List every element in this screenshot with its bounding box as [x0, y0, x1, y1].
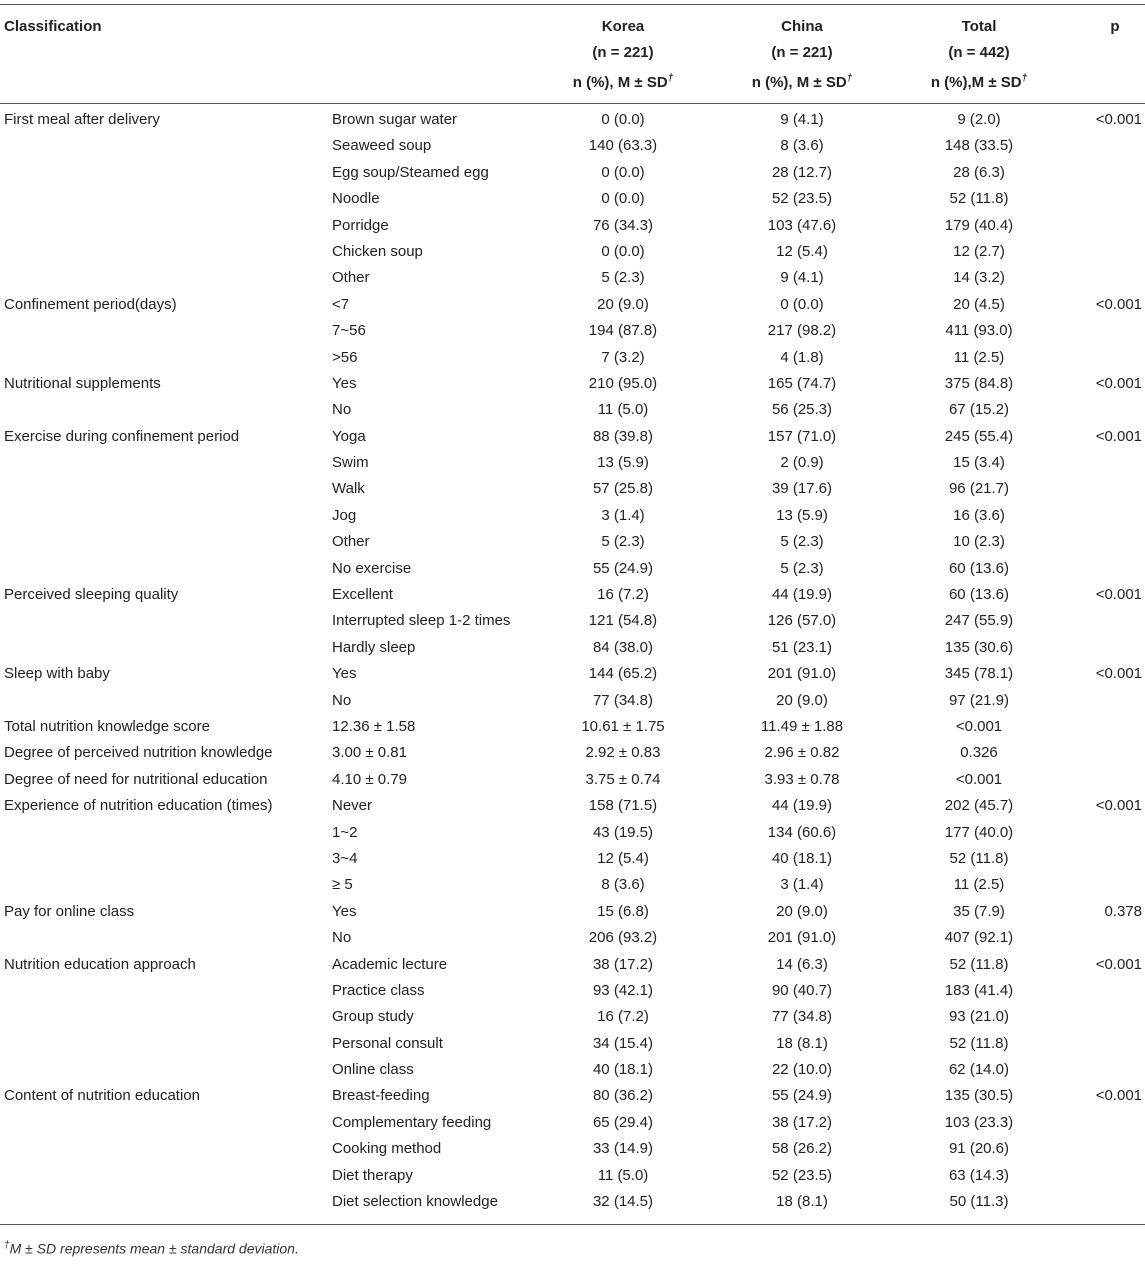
- cell-korea: 0 (0.0): [601, 190, 645, 208]
- cell-total: 52 (11.8): [949, 190, 1009, 208]
- header-classification: Classification: [4, 18, 102, 35]
- cell-total: 148 (33.5): [944, 137, 1014, 155]
- table-row: [0, 265, 1145, 291]
- header-total: Total (n = 442) n (%),M ± SD†: [930, 18, 1028, 91]
- cell-total: 91 (20.6): [948, 1140, 1010, 1158]
- table-row: [0, 133, 1145, 159]
- cell-total: 16 (3.6): [953, 506, 1005, 524]
- cell-china: 3 (1.4): [780, 876, 824, 894]
- table-row: [0, 767, 1145, 793]
- table-row: [0, 556, 1145, 582]
- row-subcategory: 3.00 ± 0.81: [332, 744, 407, 762]
- cell-korea: 194 (87.8): [588, 322, 658, 340]
- cell-total: 10 (2.3): [953, 533, 1005, 551]
- cell-korea: 80 (36.2): [592, 1087, 654, 1105]
- table-row: [0, 978, 1145, 1004]
- cell-china: 12 (5.4): [776, 242, 828, 260]
- header-china: China (n = 221) n (%), M ± SD†: [751, 18, 853, 91]
- cell-china: 4 (1.8): [780, 348, 824, 366]
- row-category: Nutritional supplements: [4, 374, 161, 392]
- cell-china: 103 (47.6): [767, 216, 837, 234]
- cell-china: 134 (60.6): [767, 823, 837, 841]
- cell-korea: 10.61 ± 1.75: [581, 717, 665, 735]
- row-subcategory: Other: [332, 533, 370, 551]
- cell-china: 3.93 ± 0.78: [764, 770, 840, 788]
- cell-total: 103 (23.3): [944, 1113, 1014, 1131]
- cell-china: 157 (71.0): [767, 427, 837, 445]
- cell-total: 52 (11.8): [949, 849, 1009, 867]
- table-row: [0, 503, 1145, 529]
- row-subcategory: No: [332, 929, 352, 947]
- table-row: [0, 899, 1145, 925]
- cell-china: 51 (23.1): [771, 638, 833, 656]
- cell-china: 44 (19.9): [771, 797, 833, 815]
- cell-china: 28 (12.7): [771, 163, 833, 181]
- cell-p: <0.001: [1095, 427, 1142, 445]
- cell-total: 28 (6.3): [953, 163, 1005, 181]
- cell-total: 60 (13.6): [948, 559, 1010, 577]
- cell-total: 93 (21.0): [948, 1008, 1010, 1026]
- cell-total: 60 (13.6): [948, 586, 1010, 604]
- cell-korea: 3.75 ± 0.74: [585, 770, 661, 788]
- row-subcategory: Academic lecture: [332, 955, 448, 973]
- cell-korea: 11 (5.0): [597, 401, 649, 419]
- table-row: [0, 1110, 1145, 1136]
- row-category: Nutrition education approach: [4, 955, 196, 973]
- cell-korea: 32 (14.5): [592, 1193, 654, 1211]
- cell-total: 245 (55.4): [944, 427, 1014, 445]
- cell-korea: 5 (2.3): [601, 269, 645, 287]
- table-row: [0, 1189, 1145, 1215]
- cell-korea: 121 (54.8): [588, 612, 658, 630]
- cell-korea: 13 (5.9): [597, 454, 649, 472]
- row-category: Exercise during confinement period: [4, 427, 240, 445]
- row-subcategory: Breast-feeding: [332, 1087, 430, 1105]
- table-row: [0, 476, 1145, 502]
- cell-total: 183 (41.4): [944, 981, 1014, 999]
- footnote: †M ± SD represents mean ± standard deviation.: [4, 1240, 299, 1257]
- row-category: Sleep with baby: [4, 665, 110, 683]
- table-row: [0, 397, 1145, 423]
- cell-total: 97 (21.9): [948, 691, 1010, 709]
- row-category: Total nutrition knowledge score: [4, 717, 210, 735]
- cell-china: 9 (4.1): [780, 269, 824, 287]
- cell-total: 50 (11.3): [949, 1193, 1009, 1211]
- row-subcategory: Yes: [332, 374, 357, 392]
- table-row: [0, 872, 1145, 898]
- row-subcategory: Practice class: [332, 981, 425, 999]
- row-subcategory: Diet selection knowledge: [332, 1193, 498, 1211]
- row-subcategory: Seaweed soup: [332, 137, 432, 155]
- table-row: [0, 186, 1145, 212]
- cell-total: 407 (92.1): [944, 929, 1014, 947]
- cell-korea: 144 (65.2): [588, 665, 658, 683]
- bottom-rule: [0, 1224, 1145, 1225]
- cell-korea: 16 (7.2): [597, 586, 649, 604]
- table-row: [0, 846, 1145, 872]
- cell-korea: 40 (18.1): [592, 1061, 654, 1079]
- table-row: [0, 318, 1145, 344]
- cell-korea: 20 (9.0): [597, 295, 649, 313]
- table-row: [0, 345, 1145, 371]
- cell-p: <0.001: [1095, 586, 1142, 604]
- table-row: [0, 424, 1145, 450]
- row-subcategory: 12.36 ± 1.58: [332, 717, 416, 735]
- cell-total: 15 (3.4): [953, 454, 1005, 472]
- cell-total: 411 (93.0): [945, 322, 1013, 340]
- cell-p: 0.378: [1104, 902, 1142, 920]
- cell-total: 35 (7.9): [953, 902, 1005, 920]
- row-subcategory: >56: [332, 348, 358, 366]
- row-subcategory: Group study: [332, 1008, 414, 1026]
- table-row: [0, 371, 1145, 397]
- cell-china: 9 (4.1): [780, 111, 824, 128]
- cell-china: 2 (0.9): [780, 454, 824, 472]
- cell-korea: 12 (5.4): [597, 849, 649, 867]
- row-subcategory: Swim: [332, 454, 369, 472]
- cell-korea: 43 (19.5): [592, 823, 654, 841]
- cell-p: <0.001: [1095, 665, 1142, 683]
- cell-korea: 57 (25.8): [592, 480, 654, 498]
- row-subcategory: Complementary feeding: [332, 1113, 492, 1131]
- cell-total: 0.326: [960, 744, 998, 762]
- table-row: [0, 740, 1145, 766]
- cell-china: 217 (98.2): [767, 322, 837, 340]
- cell-total: 96 (21.7): [948, 480, 1010, 498]
- cell-china: 165 (74.7): [767, 374, 837, 392]
- row-subcategory: Other: [332, 269, 370, 287]
- cell-china: 52 (23.5): [771, 190, 833, 208]
- row-subcategory: ≥ 5: [332, 876, 353, 894]
- header-p: p: [1110, 18, 1120, 35]
- table-row: [0, 1136, 1145, 1162]
- header-rule: [0, 103, 1145, 104]
- cell-china: 8 (3.6): [780, 137, 824, 155]
- row-category: Content of nutrition education: [4, 1087, 200, 1105]
- cell-china: 11.49 ± 1.88: [760, 717, 844, 735]
- cell-china: 40 (18.1): [771, 849, 833, 867]
- cell-total: <0.001: [955, 717, 1003, 735]
- row-subcategory: 7~56: [332, 322, 366, 340]
- cell-china: 18 (8.1): [776, 1034, 828, 1052]
- row-subcategory: Porridge: [332, 216, 389, 234]
- row-subcategory: Cooking method: [332, 1140, 442, 1158]
- cell-total: 345 (78.1): [944, 665, 1014, 683]
- cell-korea: 3 (1.4): [601, 506, 645, 524]
- cell-total: 52 (11.8): [949, 955, 1009, 973]
- cell-china: 5 (2.3): [780, 559, 824, 577]
- cell-korea: 34 (15.4): [592, 1034, 654, 1052]
- cell-china: 90 (40.7): [771, 981, 833, 999]
- table-row: [0, 952, 1145, 978]
- row-category: Perceived sleeping quality: [4, 586, 179, 604]
- cell-total: 20 (4.5): [953, 295, 1005, 313]
- cell-p: <0.001: [1095, 374, 1142, 392]
- row-subcategory: Jog: [332, 506, 357, 524]
- cell-total: 177 (40.0): [944, 823, 1014, 841]
- cell-korea: 210 (95.0): [588, 374, 658, 392]
- row-subcategory: No: [332, 691, 352, 709]
- top-rule: [0, 4, 1145, 5]
- cell-total: 9 (2.0): [957, 111, 1001, 128]
- cell-total: 247 (55.9): [944, 612, 1014, 630]
- table-row: [0, 688, 1145, 714]
- cell-korea: 5 (2.3): [601, 533, 645, 551]
- cell-korea: 15 (6.8): [597, 902, 649, 920]
- cell-china: 56 (25.3): [771, 401, 833, 419]
- cell-china: 52 (23.5): [771, 1166, 833, 1184]
- row-subcategory: Online class: [332, 1061, 414, 1079]
- cell-china: 39 (17.6): [771, 480, 833, 498]
- cell-korea: 55 (24.9): [592, 559, 654, 577]
- table-row: [0, 714, 1145, 740]
- cell-korea: 77 (34.8): [592, 691, 654, 709]
- row-subcategory: Personal consult: [332, 1034, 443, 1052]
- cell-china: 18 (8.1): [776, 1193, 828, 1211]
- row-subcategory: 3~4: [332, 849, 358, 867]
- table-row: [0, 1057, 1145, 1083]
- row-category: Pay for online class: [4, 902, 135, 920]
- cell-p: <0.001: [1095, 295, 1142, 313]
- cell-p: <0.001: [1095, 1087, 1142, 1105]
- row-category: Degree of need for nutritional education: [4, 770, 268, 788]
- cell-china: 5 (2.3): [780, 533, 824, 551]
- row-category: Confinement period(days): [4, 295, 177, 313]
- table-row: [0, 635, 1145, 661]
- row-subcategory: Egg soup/Steamed egg: [332, 163, 489, 181]
- cell-china: 58 (26.2): [771, 1140, 833, 1158]
- table-row: [0, 239, 1145, 265]
- cell-china: 38 (17.2): [771, 1113, 833, 1131]
- cell-china: 44 (19.9): [771, 586, 833, 604]
- row-subcategory: 1~2: [332, 823, 358, 841]
- cell-korea: 11 (5.0): [597, 1166, 649, 1184]
- row-subcategory: Excellent: [332, 586, 393, 604]
- cell-total: 11 (2.5): [953, 348, 1005, 366]
- cell-korea: 38 (17.2): [592, 955, 654, 973]
- table-row: [0, 213, 1145, 239]
- row-category: Degree of perceived nutrition knowledge: [4, 744, 273, 762]
- row-subcategory: Never: [332, 797, 373, 815]
- table-row: [0, 529, 1145, 555]
- cell-total: 63 (14.3): [948, 1166, 1010, 1184]
- cell-korea: 76 (34.3): [592, 216, 654, 234]
- table-row: [0, 1004, 1145, 1030]
- row-subcategory: Hardly sleep: [332, 638, 416, 656]
- cell-total: 67 (15.2): [948, 401, 1010, 419]
- header-korea: Korea (n = 221) n (%), M ± SD†: [572, 18, 674, 91]
- row-subcategory: Walk: [332, 480, 365, 498]
- table-body: [0, 107, 1145, 1215]
- table-row: [0, 820, 1145, 846]
- cell-korea: 93 (42.1): [592, 981, 654, 999]
- table-row: [0, 925, 1145, 951]
- cell-china: 55 (24.9): [771, 1087, 833, 1105]
- table-row: [0, 1163, 1145, 1189]
- table-row: [0, 793, 1145, 819]
- cell-total: 135 (30.5): [944, 1087, 1014, 1105]
- row-subcategory: Yes: [332, 665, 357, 683]
- cell-korea: 0 (0.0): [601, 242, 645, 260]
- table-row: [0, 1031, 1145, 1057]
- cell-total: 11 (2.5): [953, 876, 1005, 894]
- cell-korea: 7 (3.2): [601, 348, 645, 366]
- row-category: First meal after delivery: [4, 111, 160, 128]
- cell-total: 375 (84.8): [944, 374, 1014, 392]
- cell-korea: 158 (71.5): [588, 797, 658, 815]
- cell-total: 14 (3.2): [953, 269, 1005, 287]
- row-category: Experience of nutrition education (times): [4, 797, 273, 815]
- table-row: [0, 1083, 1145, 1109]
- cell-china: 20 (9.0): [776, 691, 828, 709]
- cell-korea: 2.92 ± 0.83: [585, 744, 661, 762]
- cell-china: 0 (0.0): [780, 295, 824, 313]
- cell-china: 201 (91.0): [767, 929, 837, 947]
- table-row: [0, 292, 1145, 318]
- row-subcategory: No: [332, 401, 352, 419]
- cell-china: 13 (5.9): [776, 506, 828, 524]
- cell-korea: 206 (93.2): [588, 929, 658, 947]
- cell-china: 20 (9.0): [776, 902, 828, 920]
- cell-p: <0.001: [1095, 111, 1142, 128]
- cell-korea: 8 (3.6): [601, 876, 645, 894]
- cell-china: 201 (91.0): [767, 665, 837, 683]
- cell-korea: 88 (39.8): [592, 427, 654, 445]
- table-row: [0, 608, 1145, 634]
- cell-p: <0.001: [1095, 797, 1142, 815]
- cell-total: <0.001: [955, 770, 1003, 788]
- row-subcategory: Brown sugar water: [332, 111, 458, 128]
- table-row: [0, 107, 1145, 133]
- cell-china: 22 (10.0): [771, 1061, 833, 1079]
- cell-total: 62 (14.0): [948, 1061, 1010, 1079]
- row-subcategory: <7: [332, 295, 350, 313]
- table-row: [0, 160, 1145, 186]
- table-row: [0, 450, 1145, 476]
- cell-korea: 140 (63.3): [588, 137, 658, 155]
- row-subcategory: Diet therapy: [332, 1166, 413, 1184]
- row-subcategory: Yoga: [332, 427, 366, 445]
- cell-total: 179 (40.4): [944, 216, 1014, 234]
- row-subcategory: Noodle: [332, 190, 380, 208]
- row-subcategory: No exercise: [332, 559, 412, 577]
- cell-total: 52 (11.8): [949, 1034, 1009, 1052]
- cell-china: 14 (6.3): [776, 955, 828, 973]
- cell-p: <0.001: [1095, 955, 1142, 973]
- row-subcategory: Chicken soup: [332, 242, 423, 260]
- cell-china: 2.96 ± 0.82: [764, 744, 840, 762]
- row-subcategory: 4.10 ± 0.79: [332, 770, 407, 788]
- row-subcategory: Interrupted sleep 1-2 times: [332, 612, 511, 630]
- table-row: [0, 661, 1145, 687]
- cell-total: 202 (45.7): [944, 797, 1014, 815]
- row-subcategory: Yes: [332, 902, 357, 920]
- cell-total: 135 (30.6): [944, 638, 1014, 656]
- cell-korea: 33 (14.9): [592, 1140, 654, 1158]
- cell-korea: 84 (38.0): [592, 638, 654, 656]
- cell-china: 77 (34.8): [771, 1008, 833, 1026]
- cell-china: 126 (57.0): [767, 612, 837, 630]
- table-row: [0, 582, 1145, 608]
- cell-total: 12 (2.7): [953, 242, 1005, 260]
- cell-korea: 16 (7.2): [597, 1008, 649, 1026]
- cell-korea: 65 (29.4): [592, 1113, 654, 1131]
- cell-korea: 0 (0.0): [601, 163, 645, 181]
- cell-korea: 0 (0.0): [601, 111, 645, 128]
